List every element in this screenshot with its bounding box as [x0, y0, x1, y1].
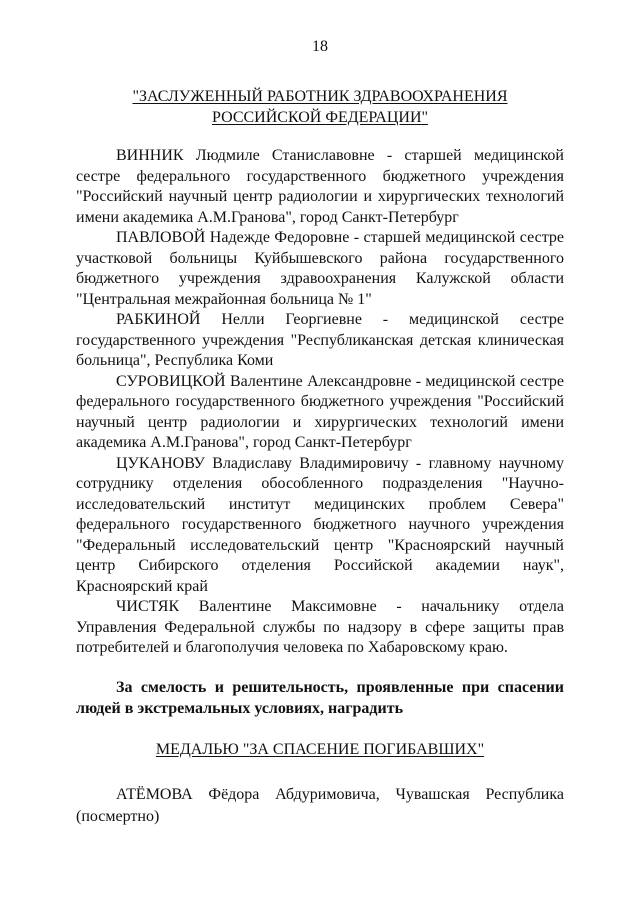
- medal-recipient-entry: АТЁМОВА Фёдора Абдуримовича, Чувашская Республика (посмертно): [76, 786, 564, 825]
- award-recipients-list: [76, 146, 564, 659]
- award-title-line-2: РОССИЙСКОЙ ФЕДЕРАЦИИ": [211, 109, 429, 126]
- award-title: [0, 86, 640, 128]
- medal-title-text: МЕДАЛЬЮ "ЗА СПАСЕНИЕ ПОГИБАВШИХ": [155, 741, 485, 758]
- recipient-entry: ЦУКАНОВУ Владиславу Владимировичу - главному научному сотруднику отделения обособленного подразделения "Научно-исследовательский институт медицинских проблем Севера" федерального государственного бюджетного научного учреждения "Федеральный исследовательский центр "Красноярский научный центр Сибирского отделения Российской академии наук", Красноярский край: [76, 454, 564, 595]
- recipient-entry: ПАВЛОВОЙ Надежде Федоровне - старшей медицинской сестре участковой больницы Куйбышевского района государственного бюджетного учреждения здравоохранения Калужской области "Центральная межрайонная больница № 1": [76, 229, 564, 308]
- recipient-entry: РАБКИНОЙ Нелли Георгиевне - медицинской сестре государственного учреждения "Республиканская детская клиническая больница", Республика Коми: [76, 311, 564, 369]
- recipient-entry: ЧИСТЯК Валентине Максимовне - начальнику отдела Управления Федеральной службы по надзору в сфере защиты прав потребителей и благополучия человека по Хабаровскому краю.: [76, 598, 564, 656]
- award-title-line-1: "ЗАСЛУЖЕННЫЙ РАБОТНИК ЗДРАВООХРАНЕНИЯ: [132, 88, 508, 105]
- recipient-entry: СУРОВИЦКОЙ Валентине Александровне - медицинской сестре федерального государственного бюджетного учреждения "Российский научный центр радиологии и хирургических технологий имени академика А.М.Гранова", город Санкт-Петербург: [76, 372, 564, 451]
- recipient-entry: ВИННИК Людмиле Станиславовне - старшей медицинской сестре федерального государственного бюджетного учреждения "Российский научный центр радиологии и хирургических технологий имени академика А.М.Гранова", город Санкт-Петербург: [76, 147, 564, 226]
- medal-title: [0, 741, 640, 759]
- page-number: 18: [312, 38, 328, 55]
- decree-paragraph: За смелость и решительность, проявленные при спасении людей в экстремальных условиях, наградить: [76, 679, 564, 717]
